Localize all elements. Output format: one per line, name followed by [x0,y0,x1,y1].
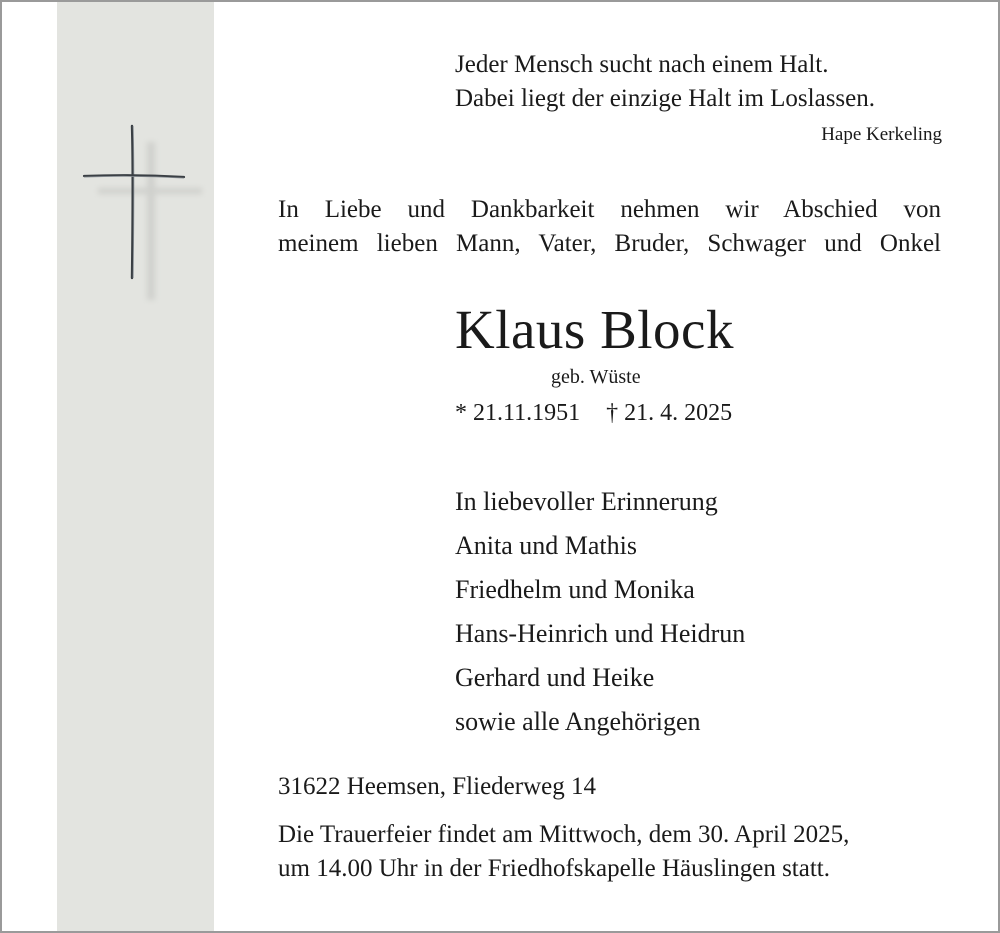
quote-author: Hape Kerkeling [821,124,942,145]
mourners-heading: In liebevoller Erinnerung [455,487,718,516]
deceased-name: Klaus Block [455,299,734,360]
life-dates [455,400,732,427]
ceremony-info [278,818,849,886]
birth-date: * 21.11.1951 [455,400,581,426]
mourner-entry: Gerhard und Heike [455,663,655,692]
death-date: † 21. 4. 2025 [606,400,733,426]
birth-name: geb. Wüste [551,366,641,388]
mourner-entry: Friedhelm und Monika [455,575,695,604]
quote [455,48,875,116]
mourner-entry: Anita und Mathis [455,531,637,560]
intro-line: meinem lieben Mann, Vater, Bruder, Schwager und Onkel [278,230,941,257]
mourners-list [455,480,745,744]
ceremony-line: um 14.00 Uhr in der Friedhofskapelle Häuslingen statt. [278,855,830,882]
mourner-entry: sowie alle Angehörigen [455,707,701,736]
intro-line: In Liebe und Dankbarkeit nehmen wir Abschied von [278,196,941,223]
quote-line: Jeder Mensch sucht nach einem Halt. [455,51,829,78]
cross-icon [80,120,210,305]
mourner-entry: Hans-Heinrich und Heidrun [455,619,746,648]
quote-line: Dabei liegt der einzige Halt im Loslassen. [455,85,876,112]
address: 31622 Heemsen, Fliederweg 14 [278,773,596,800]
ceremony-line: Die Trauerfeier findet am Mittwoch, dem 30. April 2025, [278,821,850,848]
intro-text [278,193,941,261]
